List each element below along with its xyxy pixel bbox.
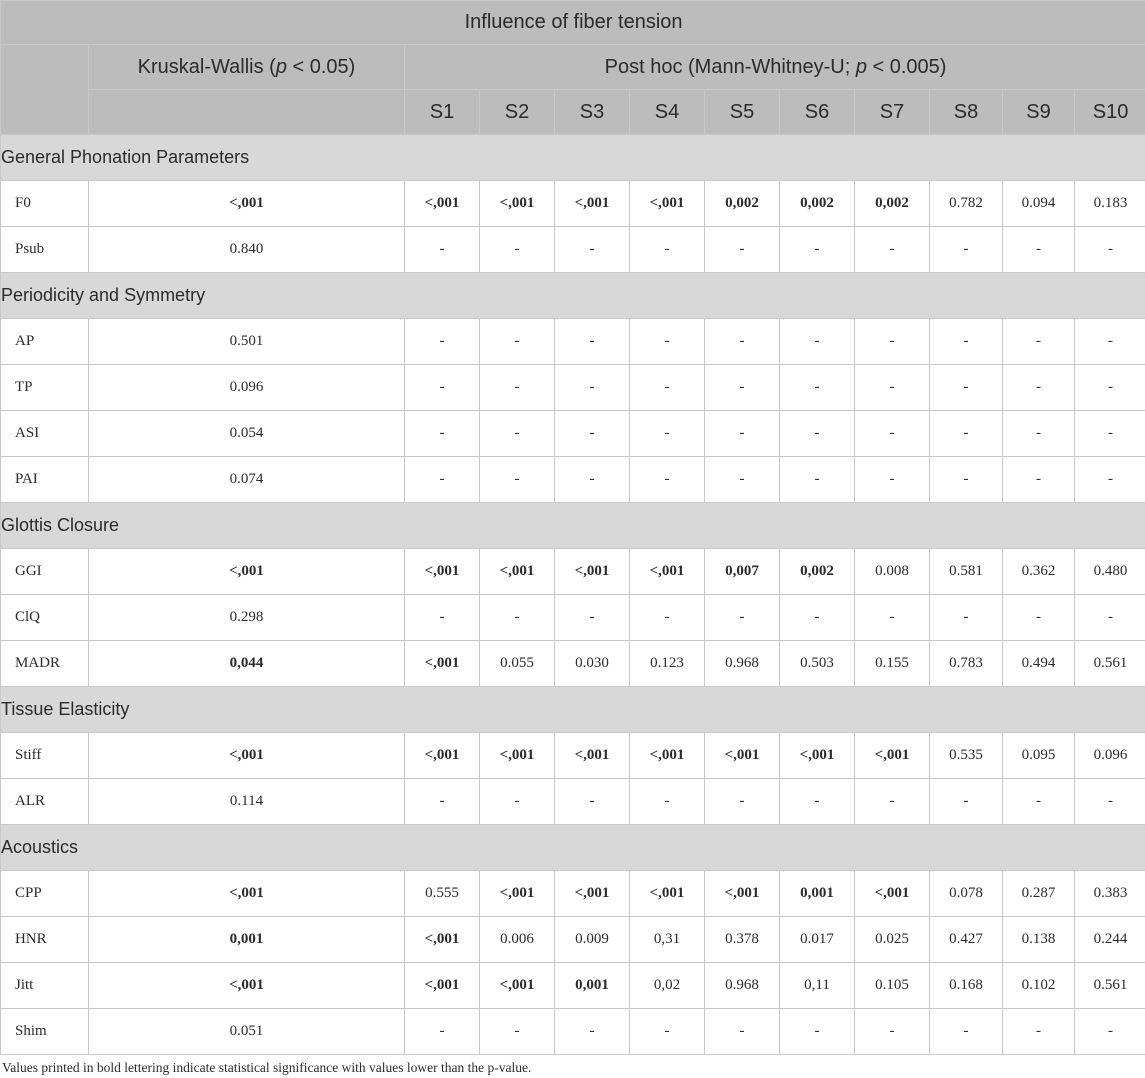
posthoc-value-s10: - [1075,319,1145,365]
posthoc-value-s7: 0.008 [855,549,930,595]
posthoc-value-s9: 0.138 [1003,917,1075,963]
posthoc-value-s8: - [930,365,1003,411]
kruskal-wallis-value: <,001 [89,181,405,227]
column-header-s5: S5 [705,90,780,135]
posthoc-value-s6: 0,002 [780,181,855,227]
section-title: Periodicity and Symmetry [1,273,1145,319]
posthoc-value-s3: - [555,319,630,365]
parameter-label: Jitt [1,963,89,1009]
posthoc-value-s9: - [1003,1009,1075,1055]
kruskal-wallis-value: 0.054 [89,411,405,457]
section-row [1,825,1145,871]
kruskal-wallis-value: 0.840 [89,227,405,273]
table-row [1,917,1145,963]
posthoc-value-s7: - [855,319,930,365]
table-row [1,319,1145,365]
posthoc-value-s6: 0.503 [780,641,855,687]
posthoc-value-s5: 0,002 [705,181,780,227]
posthoc-value-s5: - [705,1009,780,1055]
table-row [1,181,1145,227]
column-header-s7: S7 [855,90,930,135]
posthoc-value-s5: - [705,319,780,365]
posthoc-value-s9: - [1003,457,1075,503]
posthoc-value-s10: - [1075,595,1145,641]
posthoc-value-s6: - [780,1009,855,1055]
section-row [1,503,1145,549]
posthoc-value-s9: - [1003,365,1075,411]
posthoc-value-s8: - [930,1009,1003,1055]
table-row [1,595,1145,641]
column-header-s6: S6 [780,90,855,135]
posthoc-value-s8: - [930,319,1003,365]
posthoc-value-s9: - [1003,227,1075,273]
posthoc-value-s7: - [855,227,930,273]
posthoc-value-s4: <,001 [630,733,705,779]
table-row [1,871,1145,917]
posthoc-value-s6: - [780,595,855,641]
posthoc-value-s7: - [855,1009,930,1055]
posthoc-value-s5: 0.968 [705,641,780,687]
posthoc-value-s6: <,001 [780,733,855,779]
posthoc-header: Post hoc (Mann-Whitney-U; p < 0.005) [405,45,1145,90]
posthoc-value-s3: 0,001 [555,963,630,1009]
posthoc-value-s2: <,001 [480,963,555,1009]
posthoc-value-s6: - [780,779,855,825]
parameter-label: F0 [1,181,89,227]
posthoc-value-s8: 0.427 [930,917,1003,963]
section-title: Tissue Elasticity [1,687,1145,733]
posthoc-value-s2: 0.006 [480,917,555,963]
posthoc-value-s6: - [780,411,855,457]
posthoc-value-s2: <,001 [480,871,555,917]
parameter-label: ALR [1,779,89,825]
posthoc-value-s4: - [630,319,705,365]
parameter-label: Psub [1,227,89,273]
section-row [1,687,1145,733]
posthoc-value-s3: - [555,227,630,273]
posthoc-value-s9: - [1003,595,1075,641]
kruskal-wallis-value: <,001 [89,733,405,779]
section-title: General Phonation Parameters [1,135,1145,181]
posthoc-value-s2: - [480,1009,555,1055]
table-row [1,1009,1145,1055]
posthoc-value-s10: 0.183 [1075,181,1145,227]
kruskal-wallis-value: 0.501 [89,319,405,365]
posthoc-value-s10: 0.561 [1075,963,1145,1009]
posthoc-value-s7: <,001 [855,871,930,917]
posthoc-value-s1: - [405,1009,480,1055]
posthoc-value-s4: 0,31 [630,917,705,963]
table-row [1,457,1145,503]
posthoc-value-s4: - [630,595,705,641]
kruskal-wallis-value: 0,001 [89,917,405,963]
posthoc-value-s3: - [555,1009,630,1055]
posthoc-value-s9: 0.494 [1003,641,1075,687]
posthoc-value-s10: - [1075,779,1145,825]
posthoc-value-s1: - [405,319,480,365]
column-header-s1: S1 [405,90,480,135]
posthoc-value-s1: <,001 [405,549,480,595]
posthoc-value-s7: 0.155 [855,641,930,687]
column-header-s3: S3 [555,90,630,135]
posthoc-value-s1: - [405,779,480,825]
posthoc-value-s10: - [1075,411,1145,457]
table-body [1,135,1145,1055]
posthoc-value-s3: <,001 [555,549,630,595]
posthoc-value-s8: 0.168 [930,963,1003,1009]
posthoc-value-s1: - [405,457,480,503]
posthoc-value-s7: - [855,411,930,457]
table-row [1,733,1145,779]
posthoc-value-s9: 0.102 [1003,963,1075,1009]
posthoc-value-s2: - [480,365,555,411]
kruskal-wallis-value: 0.298 [89,595,405,641]
posthoc-value-s6: - [780,319,855,365]
posthoc-value-s7: 0.025 [855,917,930,963]
parameter-label: GGI [1,549,89,595]
table-footnote: Values printed in bold lettering indicate statistical significance with values lower than the p-value. [2,1060,532,1075]
posthoc-value-s9: 0.362 [1003,549,1075,595]
posthoc-value-s6: - [780,457,855,503]
kruskal-wallis-value: 0.074 [89,457,405,503]
posthoc-value-s1: <,001 [405,917,480,963]
posthoc-value-s3: - [555,595,630,641]
posthoc-value-s10: - [1075,365,1145,411]
posthoc-value-s9: - [1003,411,1075,457]
posthoc-value-s4: <,001 [630,871,705,917]
posthoc-value-s2: <,001 [480,181,555,227]
section-row [1,135,1145,181]
table-row [1,549,1145,595]
posthoc-value-s2: <,001 [480,549,555,595]
table-row [1,365,1145,411]
posthoc-value-s3: - [555,411,630,457]
posthoc-value-s7: 0.105 [855,963,930,1009]
posthoc-value-s2: - [480,779,555,825]
section-title: Acoustics [1,825,1145,871]
posthoc-value-s5: 0.378 [705,917,780,963]
table-title: Influence of fiber tension [1,1,1145,45]
kruskal-wallis-value: 0,044 [89,641,405,687]
parameter-label: CPP [1,871,89,917]
posthoc-value-s3: 0.030 [555,641,630,687]
posthoc-value-s8: - [930,779,1003,825]
posthoc-value-s1: <,001 [405,181,480,227]
table-row [1,779,1145,825]
posthoc-value-s10: 0.383 [1075,871,1145,917]
posthoc-value-s8: 0.581 [930,549,1003,595]
posthoc-value-s2: - [480,411,555,457]
posthoc-value-s1: - [405,365,480,411]
posthoc-value-s5: - [705,365,780,411]
parameter-label: ClQ [1,595,89,641]
kruskal-wallis-value: <,001 [89,549,405,595]
posthoc-value-s3: - [555,457,630,503]
posthoc-value-s6: 0,001 [780,871,855,917]
posthoc-value-s8: - [930,411,1003,457]
posthoc-value-s10: - [1075,227,1145,273]
posthoc-value-s8: - [930,595,1003,641]
kruskal-wallis-value: 0.051 [89,1009,405,1055]
posthoc-value-s4: - [630,411,705,457]
table-row [1,641,1145,687]
posthoc-value-s1: <,001 [405,963,480,1009]
posthoc-value-s5: 0,007 [705,549,780,595]
kruskal-wallis-header-spacer [89,90,405,135]
posthoc-value-s5: - [705,595,780,641]
parameter-label: Stiff [1,733,89,779]
posthoc-value-s10: - [1075,457,1145,503]
posthoc-value-s3: <,001 [555,181,630,227]
posthoc-value-s3: <,001 [555,871,630,917]
posthoc-value-s7: - [855,779,930,825]
column-header-s4: S4 [630,90,705,135]
column-header-s2: S2 [480,90,555,135]
posthoc-value-s5: - [705,779,780,825]
posthoc-value-s6: 0,002 [780,549,855,595]
posthoc-value-s8: 0.782 [930,181,1003,227]
column-header-s9: S9 [1003,90,1075,135]
posthoc-value-s1: 0.555 [405,871,480,917]
posthoc-value-s1: <,001 [405,733,480,779]
posthoc-value-s5: 0.968 [705,963,780,1009]
kruskal-wallis-value: <,001 [89,871,405,917]
posthoc-value-s5: - [705,227,780,273]
posthoc-value-s1: - [405,227,480,273]
posthoc-value-s7: - [855,595,930,641]
posthoc-value-s8: - [930,457,1003,503]
kruskal-wallis-value: 0.114 [89,779,405,825]
parameter-label: Shim [1,1009,89,1055]
posthoc-value-s4: <,001 [630,181,705,227]
section-title: Glottis Closure [1,503,1145,549]
posthoc-value-s10: 0.561 [1075,641,1145,687]
posthoc-value-s5: <,001 [705,733,780,779]
parameter-label: ASI [1,411,89,457]
posthoc-value-s6: - [780,227,855,273]
posthoc-value-s2: <,001 [480,733,555,779]
posthoc-value-s3: - [555,365,630,411]
posthoc-value-s9: - [1003,779,1075,825]
posthoc-value-s2: - [480,457,555,503]
posthoc-value-s8: - [930,227,1003,273]
posthoc-value-s4: 0,02 [630,963,705,1009]
posthoc-value-s5: <,001 [705,871,780,917]
parameter-label: TP [1,365,89,411]
posthoc-value-s7: - [855,365,930,411]
posthoc-value-s4: - [630,365,705,411]
column-header-s10: S10 [1075,90,1145,135]
posthoc-value-s6: 0,11 [780,963,855,1009]
parameter-label: PAI [1,457,89,503]
parameter-label: HNR [1,917,89,963]
posthoc-value-s2: 0.055 [480,641,555,687]
table-row [1,227,1145,273]
posthoc-value-s9: - [1003,319,1075,365]
section-row [1,273,1145,319]
table-header [1,1,1145,135]
kruskal-wallis-value: 0.096 [89,365,405,411]
posthoc-value-s7: - [855,457,930,503]
posthoc-value-s2: - [480,595,555,641]
posthoc-value-s8: 0.078 [930,871,1003,917]
posthoc-value-s4: - [630,779,705,825]
posthoc-value-s9: 0.094 [1003,181,1075,227]
posthoc-value-s1: - [405,595,480,641]
kruskal-wallis-value: <,001 [89,963,405,1009]
parameter-label: AP [1,319,89,365]
parameter-label: MADR [1,641,89,687]
posthoc-value-s1: <,001 [405,641,480,687]
posthoc-value-s2: - [480,227,555,273]
posthoc-value-s7: 0,002 [855,181,930,227]
posthoc-value-s2: - [480,319,555,365]
posthoc-value-s6: 0.017 [780,917,855,963]
posthoc-value-s4: <,001 [630,549,705,595]
posthoc-value-s4: 0.123 [630,641,705,687]
posthoc-value-s8: 0.783 [930,641,1003,687]
posthoc-value-s9: 0.287 [1003,871,1075,917]
posthoc-value-s10: 0.480 [1075,549,1145,595]
posthoc-value-s4: - [630,1009,705,1055]
column-header-s8: S8 [930,90,1003,135]
posthoc-value-s10: - [1075,1009,1145,1055]
posthoc-value-s10: 0.096 [1075,733,1145,779]
posthoc-value-s5: - [705,457,780,503]
posthoc-value-s6: - [780,365,855,411]
posthoc-value-s9: 0.095 [1003,733,1075,779]
posthoc-value-s4: - [630,227,705,273]
posthoc-value-s5: - [705,411,780,457]
table-row [1,963,1145,1009]
posthoc-value-s4: - [630,457,705,503]
header-blank-cell [1,45,89,135]
posthoc-value-s1: - [405,411,480,457]
posthoc-value-s10: 0.244 [1075,917,1145,963]
posthoc-value-s3: - [555,779,630,825]
kruskal-wallis-header: Kruskal-Wallis (p < 0.05) [89,45,405,90]
posthoc-value-s3: <,001 [555,733,630,779]
table-row [1,411,1145,457]
posthoc-value-s8: 0.535 [930,733,1003,779]
posthoc-value-s3: 0.009 [555,917,630,963]
posthoc-value-s7: <,001 [855,733,930,779]
